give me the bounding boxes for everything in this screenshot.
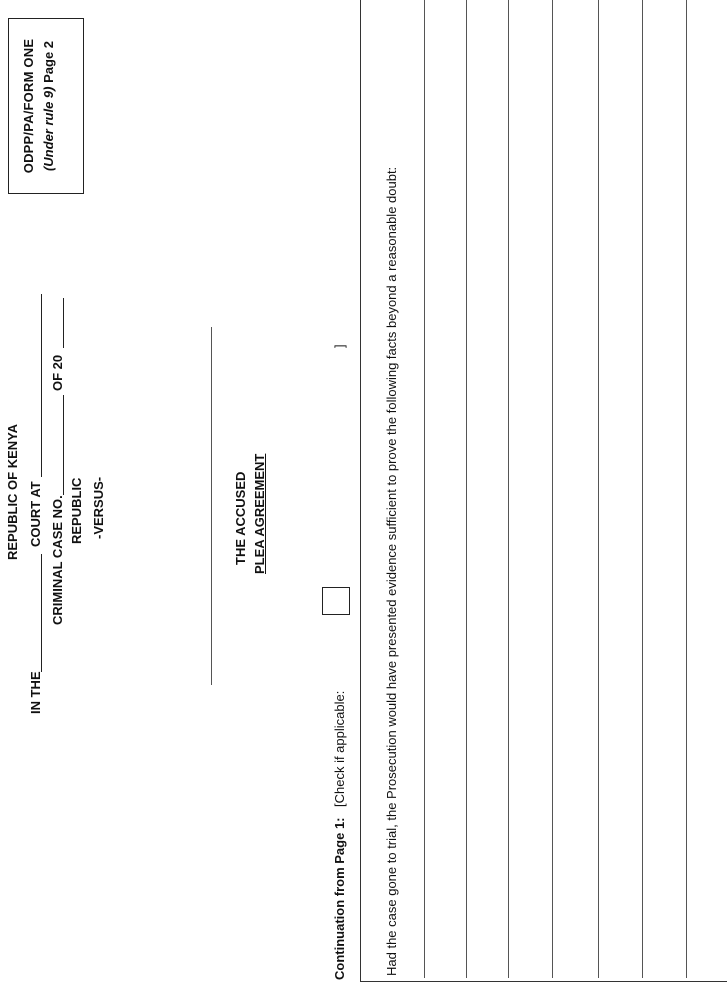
applicable-checkbox[interactable] (322, 587, 350, 615)
republic-heading: REPUBLIC OF KENYA (5, 423, 20, 560)
writing-line[interactable] (642, 0, 643, 978)
document-title: PLEA AGREEMENT (252, 453, 267, 574)
case-year-blank[interactable] (63, 298, 64, 348)
writing-line[interactable] (552, 0, 553, 978)
continuation-label: Continuation from Page 1: (332, 817, 347, 980)
criminal-case-label: CRIMINAL CASE NO. (50, 495, 65, 625)
court-location-blank[interactable] (41, 294, 42, 477)
form-page-number: Page 2 (41, 40, 56, 83)
republic-party: REPUBLIC (69, 477, 84, 544)
accused-name-line[interactable] (211, 327, 212, 685)
case-number-blank[interactable] (63, 395, 64, 495)
writing-line[interactable] (508, 0, 509, 978)
form-reference-box (8, 18, 84, 194)
court-name-blank[interactable] (41, 554, 42, 672)
form-rule (41, 19, 56, 193)
of-year-label: OF 20 (50, 354, 65, 391)
writing-line[interactable] (424, 0, 425, 978)
form-rule-italic: (Under rule 9) (41, 86, 56, 172)
writing-line[interactable] (686, 0, 687, 978)
in-the-label: IN THE (28, 671, 43, 714)
writing-line[interactable] (466, 0, 467, 978)
versus-label: -VERSUS- (91, 476, 106, 539)
check-if-applicable-text: [Check if applicable: (332, 690, 347, 807)
writing-line[interactable] (598, 0, 599, 978)
facts-frame (360, 0, 727, 982)
facts-statement: Had the case gone to trial, the Prosecution would have presented evidence sufficient to prove the following facts beyond a reasonable doubt: (384, 166, 399, 976)
close-bracket: ] (332, 344, 347, 348)
form-code: ODPP/PA/FORM ONE (21, 38, 36, 174)
accused-label: THE ACCUSED (233, 471, 248, 565)
court-at-label: COURT AT (28, 481, 43, 547)
